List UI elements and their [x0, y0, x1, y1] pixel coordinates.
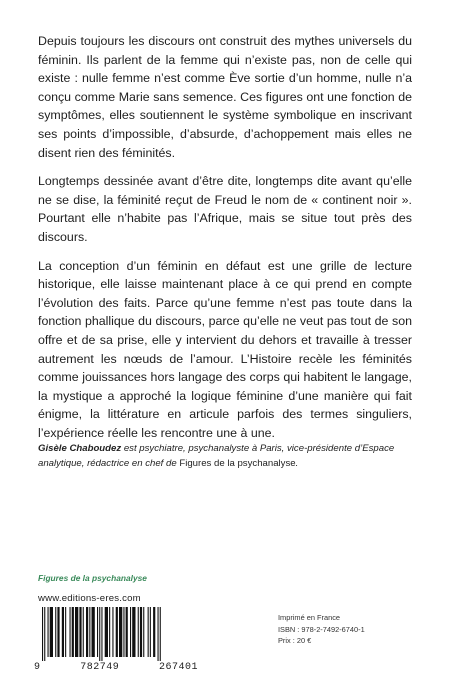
barcode-bar: [50, 607, 53, 657]
barcode-bar: [148, 607, 149, 657]
barcode-bar: [105, 607, 108, 657]
barcode-bar: [143, 607, 144, 657]
barcode-bar: [72, 607, 74, 657]
barcode-bar: [130, 607, 131, 657]
barcode-bar: [140, 607, 142, 657]
barcode-bar: [65, 607, 66, 657]
author-description: est psychiatre, psychanalyste à Paris, vice-présidente d’Espace analytique, rédactrice en chef de: [38, 443, 395, 469]
author-description-end: .: [295, 458, 299, 469]
barcode-bar: [101, 607, 102, 661]
barcode-bar: [150, 607, 151, 657]
barcode-bar: [62, 607, 64, 657]
blurb-text: [38, 32, 412, 452]
author-name: Gisèle Chaboudez: [38, 443, 122, 454]
barcode-bar: [160, 607, 161, 661]
barcode-bar: [123, 607, 124, 657]
publisher-website: www.editions-eres.com: [38, 593, 141, 604]
barcode-bar: [55, 607, 56, 657]
barcode-bar: [126, 607, 128, 657]
barcode-bar: [75, 607, 78, 657]
barcode-bar: [70, 607, 71, 657]
price: Prix : 20 €: [278, 636, 312, 646]
barcode-bar: [92, 607, 95, 657]
barcode-bar: [57, 607, 59, 657]
isbn: ISBN : 978-2-7492-6740-1: [278, 624, 365, 634]
barcode-bar: [116, 607, 118, 657]
barcode-bars: [34, 607, 198, 661]
barcode-bar: [119, 607, 122, 657]
barcode-bar: [83, 607, 84, 657]
imprint-info: [278, 612, 428, 647]
barcode-bar: [89, 607, 90, 657]
blurb-paragraph-2: Longtemps dessinée avant d’être dite, longtemps dite avant qu’elle ne se dise, la féminité reçut de Freud le nom de « continent noir ». Pourtant elle n’habite pas l’Afrique, mais se situe tout près des discours.: [38, 174, 412, 244]
barcode-bar: [97, 607, 98, 657]
barcode-bar: [109, 607, 110, 657]
barcode-bar: [132, 607, 135, 657]
barcode-bar: [158, 607, 159, 661]
barcode-bar: [42, 607, 43, 661]
barcode-bar: [48, 607, 49, 657]
barcode-digits: [34, 662, 198, 673]
blurb-paragraph-1: Depuis toujours les discours ont construit des mythes universels du féminin. Ils parlent de la femme qui n’existe pas, non de celle qui existe : nulle femme n’est comme Ève sortie d’un homme, nulle n’a conçu comme Marie sans semence. Ces figures ont une fonction de symptômes, elles soutiennent le système symbolique en inscrivant ses points d’impossible, d’absurde, d’achoppement mais elles ne disent rien des féminités.: [38, 34, 412, 160]
barcode-digits-left: 782749: [80, 662, 120, 673]
blurb-paragraph-3: La conception d’un féminin en défaut est une grille de lecture historique, elle laisse maintenant place à ce qui prend en compte l’évolution des faits. Parce qu’une femme n’est pas toute dans la fonction phallique du discours, parce qu’elle ne veut pas tout de son offre et de sa prise, elle y intervient du dehors et travaille à tresser autrement les nœuds de l’amour. L’Histoire recèle les féminités comme jouissances hors langage des corps qui habitent le langage, la mystique a approché la logique féminine d’une manière qui fait énigme, la littérature en articule parfois des termes singuliers, l’expérience réelle les rencontre une à une.: [38, 258, 412, 440]
printed-in: Imprimé en France: [278, 613, 341, 622]
collection-name: Figures de la psychanalyse: [38, 573, 147, 583]
barcode-bar: [44, 607, 45, 661]
author-bio: [38, 441, 428, 471]
barcode-bar: [153, 607, 155, 657]
barcode-bar: [79, 607, 81, 657]
barcode-digits-right: 267401: [158, 662, 198, 673]
journal-title: Figures de la psychanalyse: [179, 458, 296, 469]
barcode-bar: [99, 607, 100, 661]
barcode-bar: [138, 607, 139, 657]
barcode-bar: [112, 607, 113, 657]
barcode-digit-prefix: 9: [34, 662, 41, 673]
barcode-bar: [86, 607, 88, 657]
